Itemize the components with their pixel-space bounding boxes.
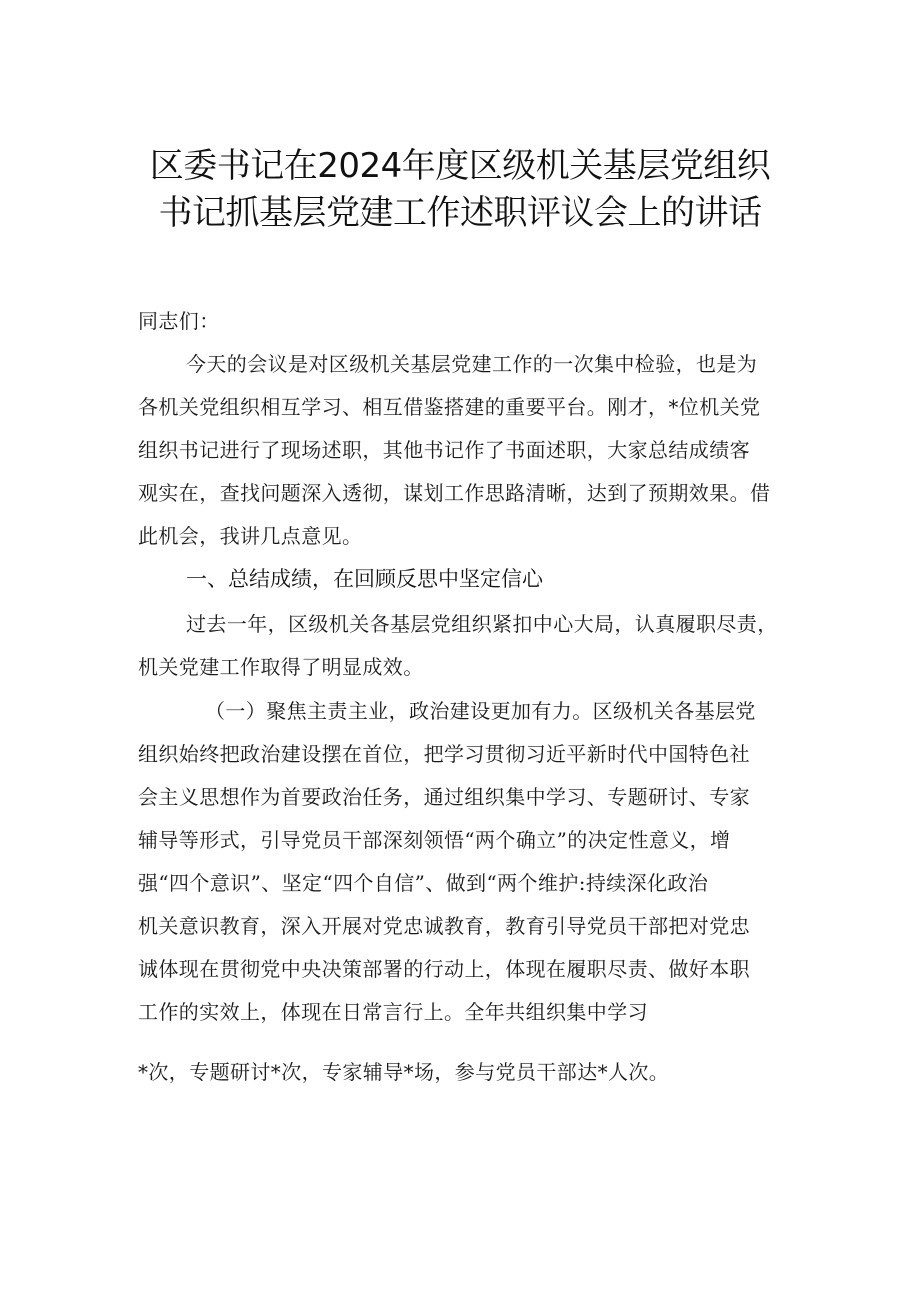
intro-line-5: 此机会，我讲几点意见。	[138, 524, 363, 548]
subsection-line-4: 辅导等形式，引导党员干部深刻领悟“两个确立”的决定性意义，增	[138, 828, 731, 852]
salutation: 同志们：	[138, 309, 220, 333]
intro-line-3: 组织书记进行了现场述职，其他书记作了书面述职，大家总结成绩客	[138, 438, 750, 462]
intro-line-4: 观实在，查找问题深入透彻，谋划工作思路清晰，达到了预期效果。借	[138, 481, 771, 505]
subsection-line-3: 会主义思想作为首要政治任务，通过组织集中学习、专题研讨、专家	[138, 785, 750, 809]
document-title-line-1: 区委书记在2024年度区级机关基层党组织	[149, 146, 771, 186]
trailing-line: *次，专题研讨*次，专家辅导*场，参与党员干部达*人次。	[138, 1060, 670, 1084]
section-heading: 一、总结成绩，在回顾反思中坚定信心	[186, 567, 543, 591]
document-title-line-2: 书记抓基层党建工作述职评议会上的讲话	[158, 193, 762, 233]
subsection-line-6: 机关意识教育，深入开展对党忠诚教育，教育引导党员干部把对党忠	[138, 914, 750, 938]
subsection-line-5: 强“四个意识”、坚定“四个自信”、做到“两个维护:持续深化政治	[138, 871, 709, 895]
subsection-line-1: （一）聚焦主责主业，政治建设更加有力。区级机关各基层党	[205, 699, 756, 723]
section-intro-line-2: 机关党建工作取得了明显成效。	[138, 655, 424, 679]
subsection-line-2: 组织始终把政治建设摆在首位，把学习贯彻习近平新时代中国特色社	[138, 742, 750, 766]
subsection-line-8: 工作的实效上，体现在日常言行上。全年共组织集中学习	[138, 1000, 648, 1024]
intro-line-1: 今天的会议是对区级机关基层党建工作的一次集中检验，也是为	[186, 352, 758, 376]
intro-line-2: 各机关党组织相互学习、相互借鉴搭建的重要平台。刚才，*位机关党	[138, 395, 761, 419]
subsection-line-7: 诚体现在贯彻党中央决策部署的行动上，体现在履职尽责、做好本职	[138, 957, 750, 981]
section-intro-line-1: 过去一年，区级机关各基层党组织紧扣中心大局，认真履职尽责，	[186, 612, 778, 636]
